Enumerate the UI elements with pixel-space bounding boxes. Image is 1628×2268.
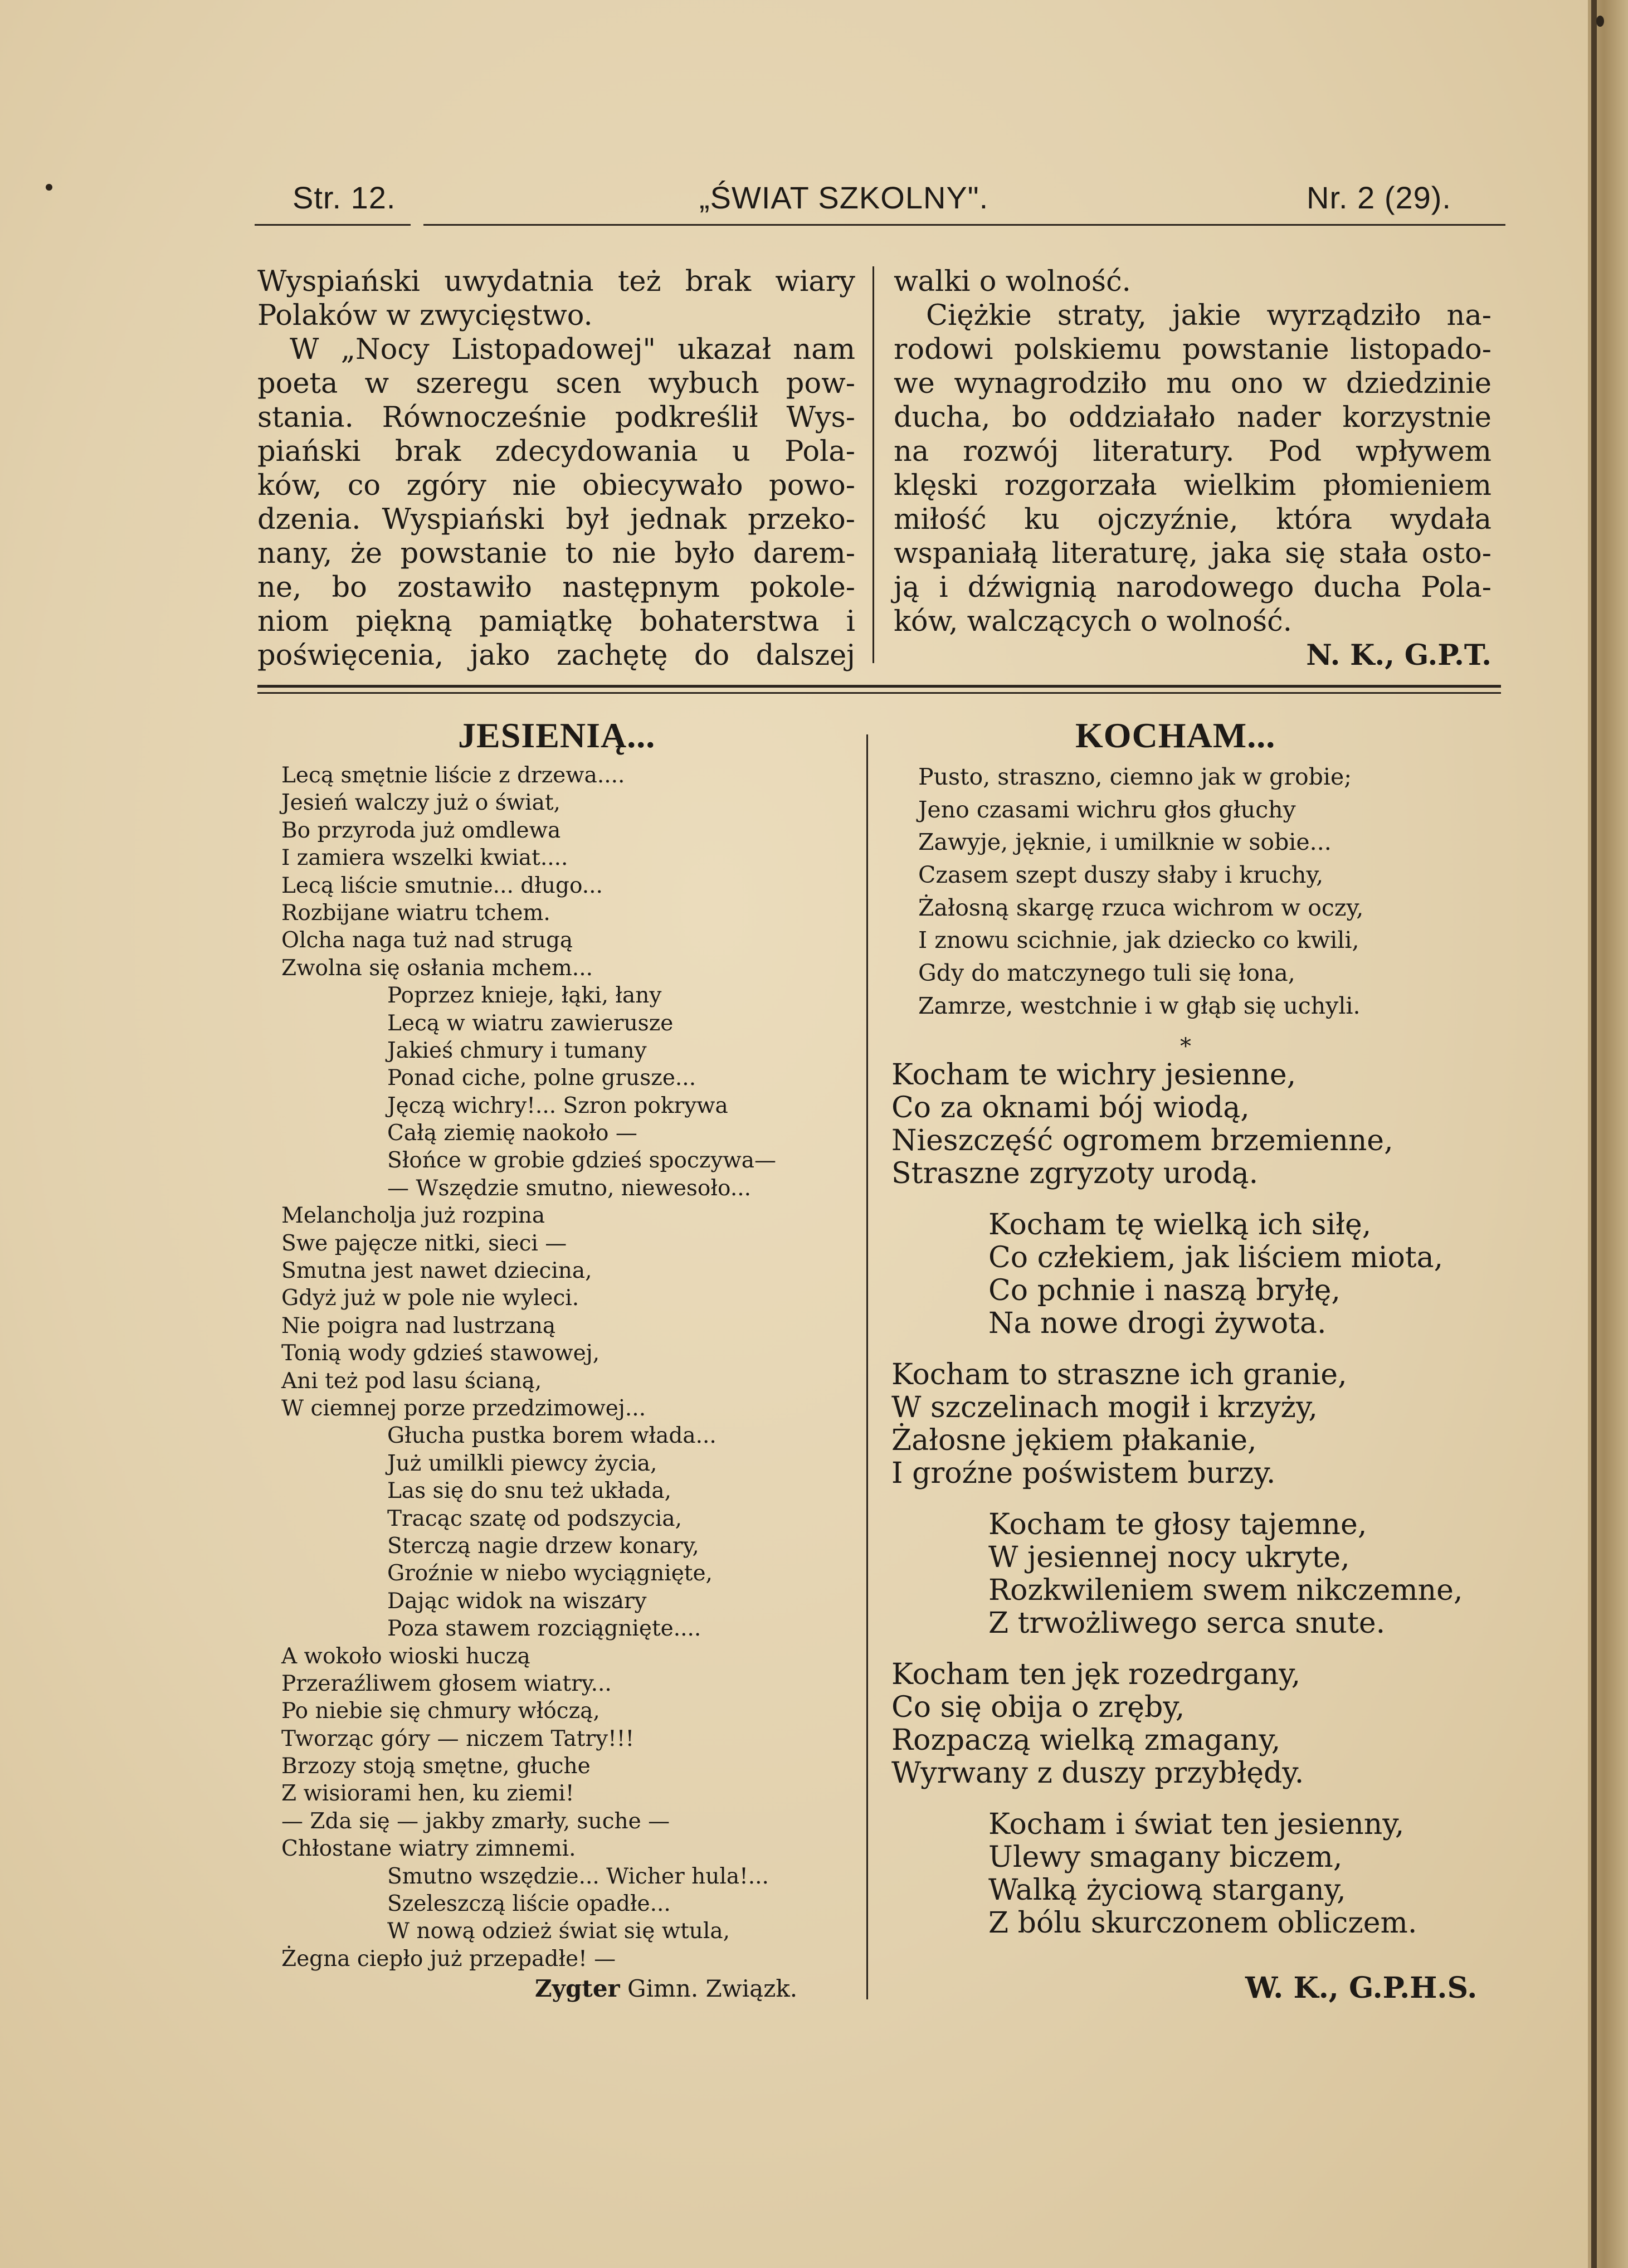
poem-line: Melancholja już rozpina (281, 1203, 545, 1229)
poem-line: Rozpaczą wielką zmagany, (891, 1724, 1281, 1757)
poem-line: Olcha naga tuż nad strugą (281, 928, 573, 953)
article-line: ducha, bo oddziałało nader korzystnie (894, 401, 1491, 434)
poem-line: Gdyż już w pole nie wyleci. (281, 1286, 579, 1311)
section-divider (257, 685, 1501, 688)
epigraph-line: Jeno czasami wichru głos głuchy (918, 796, 1296, 823)
epigraph-line: Zamrze, westchnie i w głąb się uchyli. (918, 992, 1361, 1019)
poem-title-kocham: KOCHAM... (1075, 716, 1276, 755)
poem-line: Smutna jest nawet dziecina, (281, 1258, 592, 1284)
poem-line: Kocham ten jęk rozedrgany, (891, 1658, 1301, 1691)
poem-line: Tonią wody gdzieś stawowej, (281, 1341, 600, 1366)
poem-line: Tracąc szatę od podszycia, (387, 1506, 683, 1531)
poem-line: Bo przyroda już omdlewa (281, 817, 561, 843)
section-divider (257, 692, 1501, 694)
poem-line: I groźne poświstem burzy. (891, 1457, 1276, 1490)
epigraph-line: I znowu scichnie, jak dziecko co kwili, (918, 927, 1359, 954)
poem-line: W jesiennej nocy ukryte, (988, 1541, 1350, 1574)
poem-line: W ciemnej porze przedzimowej... (281, 1395, 646, 1421)
article-line: rodowi polskiemu powstanie listopado- (894, 333, 1491, 366)
poem-line: Wyrwany z duszy przybłędy. (891, 1756, 1304, 1790)
poem-line: Chłostane wiatry zimnemi. (281, 1836, 576, 1862)
poem-line: Zwolna się osłania mchem... (281, 955, 593, 981)
poem-line: Kocham i świat ten jesienny, (988, 1808, 1405, 1841)
article-left-column (257, 265, 855, 673)
poem-line: Swe pajęcze nitki, sieci — (281, 1230, 567, 1256)
poem-line: Szeleszczą liście opadłe... (387, 1891, 671, 1917)
article-line: Polaków w zwycięstwo. (257, 299, 593, 332)
poem-title-jesienia: JESIENIĄ... (458, 716, 656, 755)
epigraph-line: Czasem szept duszy słaby i kruchy, (918, 862, 1324, 889)
poem-line: Żegna ciepło już przepadłe! — (281, 1946, 616, 1972)
poem-line: Kocham to straszne ich granie, (891, 1358, 1347, 1391)
poem-line: Głucha pustka borem włada... (387, 1423, 716, 1449)
epigraph-line: Gdy do matczynego tuli się łona, (918, 960, 1295, 987)
poem-line: Smutno wszędzie... Wicher hula!... (387, 1863, 769, 1889)
poem-kocham (891, 1059, 1463, 1958)
poem-line: Przeraźliwem głosem wiatry... (281, 1671, 612, 1696)
article-line: wspaniałą literaturę, jaka się stała osto- (894, 537, 1491, 570)
poem-stanza (891, 1359, 1463, 1490)
poem-line: Jęczą wichry!... Szron pokrywa (387, 1093, 728, 1118)
poem-line: Sterczą nagie drzew konary, (387, 1533, 699, 1559)
poem-line: Co pchnie i naszą bryłę, (988, 1274, 1341, 1307)
article-line: ków, co zgóry nie obiecywało powo- (257, 469, 855, 502)
poem-line: Kocham te wichry jesienne, (891, 1058, 1296, 1092)
article-signature: N. K., G.P.T. (1306, 639, 1491, 672)
article-line: W „Nocy Listopadowej" ukazał nam (290, 333, 855, 366)
article-line: ków, walczących o wolność. (894, 605, 1292, 638)
article-line: miłość ku ojczyźnie, która wydała (894, 503, 1491, 536)
poem-line: Z trwożliwego serca snute. (988, 1607, 1386, 1640)
poem-line: Lecą smętnie liście z drzewa.... (281, 763, 625, 788)
ink-speck (1596, 16, 1604, 27)
poem-line: Groźnie w niebo wyciągnięte, (387, 1561, 713, 1586)
poem-line: Co człekiem, jak liściem miota, (988, 1241, 1444, 1274)
poem-line: Ani też pod lasu ścianą, (281, 1368, 542, 1394)
article-line: walki o wolność. (894, 265, 1131, 298)
poem-signature (535, 1975, 797, 2002)
poem-line: Tworząc góry — niczem Tatry!!! (281, 1726, 635, 1751)
poem-line: W szczelinach mogił i krzyży, (891, 1391, 1318, 1424)
article-line: piański brak zdecydowania u Pola- (257, 435, 855, 468)
column-divider (866, 734, 868, 1999)
article-line: dzenia. Wyspiański był jednak przeko- (257, 503, 855, 536)
page-edge-shadow (1591, 0, 1597, 2268)
poem-line: Walką życiową stargany, (988, 1873, 1346, 1907)
poem-line: — Zda się — jakby zmarły, suche — (281, 1808, 670, 1834)
poem-line: Całą ziemię naokoło — (387, 1121, 637, 1146)
poem-line: Lecą w wiatru zawierusze (387, 1010, 674, 1036)
poem-epigraph (918, 761, 1363, 1023)
page-number: Str. 12. (293, 180, 396, 215)
article-line: ją i dźwignią narodowego ducha Pola- (894, 571, 1491, 604)
column-divider (873, 266, 874, 663)
signature-name: Zygter (535, 1975, 620, 2002)
poem-stanza (891, 1508, 1463, 1640)
poem-line: Żałosne jękiem płakanie, (891, 1424, 1257, 1457)
article-line: we wynagrodziło mu ono w dziedzinie (894, 367, 1491, 400)
section-asterisk: * (1180, 1034, 1191, 1059)
poem-line: Dając widok na wiszary (387, 1588, 647, 1614)
poem-line: Już umilkli piewcy życia, (387, 1451, 657, 1476)
poem-line: Poza stawem rozciągnięte.... (387, 1616, 701, 1642)
article-line: na rozwój literatury. Pod wpływem (894, 435, 1491, 468)
poem-stanza (891, 1808, 1463, 1940)
poem-line: Ponad ciche, polne grusze... (387, 1065, 696, 1091)
poem-line: Z bólu skurczonem obliczem. (988, 1906, 1417, 1940)
poem-line: Jesień walczy już o świat, (281, 790, 560, 816)
poem-line: Lecą liście smutnie... długo... (281, 873, 603, 898)
poem-line: Kocham te głosy tajemne, (988, 1508, 1367, 1541)
poem-line: Poprzez knieje, łąki, łany (387, 983, 662, 1009)
running-header (254, 179, 1507, 224)
header-rule (255, 224, 411, 226)
article-line: nany, że powstanie to nie było darem- (257, 537, 855, 570)
epigraph-line: Zawyje, jęknie, i umilknie w sobie... (918, 829, 1332, 856)
poem-line: Słońce w grobie gdzieś spoczywa— (387, 1148, 777, 1174)
poem-line: Rozbijane wiatru tchem. (281, 900, 550, 926)
article-line: poeta w szeregu scen wybuch pow- (257, 367, 855, 400)
header-rule (423, 224, 1505, 226)
article-line: ne, bo zostawiło następnym pokole- (257, 571, 855, 604)
poem-jesienia (281, 762, 776, 1973)
poem-line: Las się do snu też układa, (387, 1478, 671, 1504)
poem-line: Ulewy smagany biczem, (988, 1841, 1343, 1874)
poem-line: Jakieś chmury i tumany (387, 1038, 647, 1063)
poem-stanza (891, 1059, 1463, 1190)
article-line: stania. Równocześnie podkreślił Wys- (257, 401, 855, 434)
article-line: niom piękną pamiątkę bohaterstwa i (257, 605, 855, 638)
article-line: poświęcenia, jako zachętę do dalszej (257, 639, 855, 672)
poem-line: Kocham tę wielką ich siłę, (988, 1208, 1372, 1242)
poem-line: Nie poigra nad lustrzaną (281, 1313, 556, 1339)
article-line: Ciężkie straty, jakie wyrządziło na- (926, 299, 1491, 332)
poem-line: Nieszczęść ogromem brzemienne, (891, 1124, 1393, 1157)
poem-line: Brzozy stoją smętne, głuche (281, 1754, 591, 1779)
poem-line: Na nowe drogi żywota. (988, 1307, 1327, 1340)
issue-number: Nr. 2 (29). (1307, 180, 1451, 215)
signature-school: Gimn. Związk. (627, 1975, 798, 2002)
poem-signature: W. K., G.P.H.S. (1245, 1971, 1478, 2005)
poem-stanza (891, 1209, 1463, 1340)
ink-speck (46, 184, 52, 191)
poem-line: Straszne zgryzoty urodą. (891, 1157, 1259, 1190)
poem-line: — Wszędzie smutno, niewesoło... (387, 1175, 752, 1201)
poem-line: Co za oknami bój wiodą, (891, 1091, 1250, 1125)
poem-line: I zamiera wszelki kwiat.... (281, 845, 568, 871)
poem-line: A wokoło wioski huczą (281, 1643, 530, 1669)
journal-title: „ŚWIAT SZKOLNY". (699, 180, 989, 215)
poem-line: Po niebie się chmury włóczą, (281, 1698, 600, 1724)
article-right-column (894, 265, 1491, 673)
epigraph-line: Żałosną skargę rzuca wichrom w oczy, (918, 894, 1364, 921)
epigraph-line: Pusto, straszno, ciemno jak w grobie; (918, 763, 1352, 790)
poem-stanza (891, 1658, 1463, 1790)
poem-line: Rozkwileniem swem nikczemne, (988, 1574, 1463, 1607)
poem-line: Z wisiorami hen, ku ziemi! (281, 1781, 574, 1807)
article-line: Wyspiański uwydatnia też brak wiary (257, 265, 855, 298)
poem-line: Co się obija o zręby, (891, 1691, 1185, 1724)
article-line: klęski rozgorzała wielkim płomieniem (894, 469, 1491, 502)
poem-line: W nową odzież świat się wtula, (387, 1919, 730, 1944)
